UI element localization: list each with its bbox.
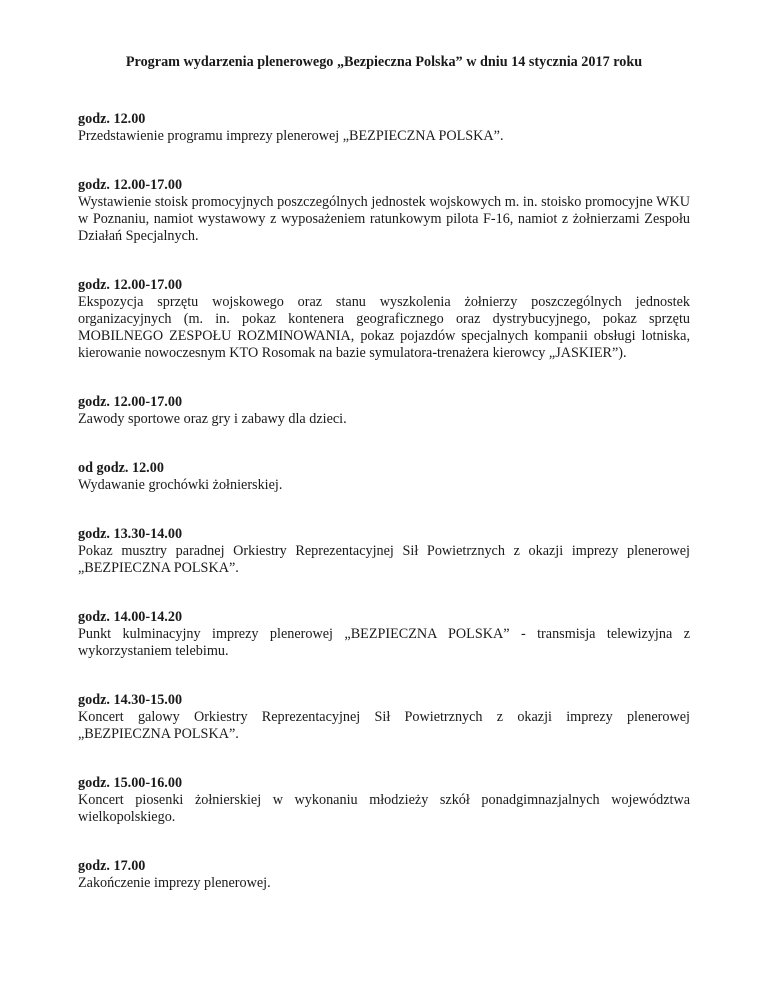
entry-time: godz. 12.00-17.00 <box>78 277 183 293</box>
entry-time: godz. 14.00-14.20 <box>78 609 183 625</box>
entry-description: Koncert galowy Orkiestry Reprezentacyjnej Sił Powietrznych z okazji imprezy plenerowej „BEZPIECZNA POLSKA”. <box>78 709 690 742</box>
entry-time: godz. 12.00-17.00 <box>78 177 183 193</box>
program-entry <box>78 609 690 660</box>
program-entry <box>78 177 690 245</box>
entry-description: Zakończenie imprezy plenerowej. <box>78 875 271 891</box>
entry-description: Przedstawienie programu imprezy plenerowej „BEZPIECZNA POLSKA”. <box>78 128 504 144</box>
entry-description: Wydawanie grochówki żołnierskiej. <box>78 477 283 493</box>
program-entry <box>78 775 690 826</box>
entry-description: Pokaz musztry paradnej Orkiestry Reprezentacyjnej Sił Powietrznych z okazji imprezy plenerowej „BEZPIECZNA POLSKA”. <box>78 543 690 576</box>
entry-description: Punkt kulminacyjny imprezy plenerowej „BEZPIECZNA POLSKA” - transmisja telewizyjna z wykorzystaniem telebimu. <box>78 626 690 659</box>
entry-time: godz. 17.00 <box>78 858 146 874</box>
entry-time: godz. 12.00-17.00 <box>78 394 183 410</box>
program-entry <box>78 277 690 362</box>
entry-time: godz. 15.00-16.00 <box>78 775 183 791</box>
entry-time: od godz. 12.00 <box>78 460 164 476</box>
entry-time: godz. 12.00 <box>78 111 146 127</box>
program-entry <box>78 394 690 428</box>
document-title: Program wydarzenia plenerowego „Bezpieczna Polska” w dniu 14 stycznia 2017 roku <box>125 54 643 70</box>
entry-description: Ekspozycja sprzętu wojskowego oraz stanu wyszkolenia żołnierzy poszczególnych jednostek organizacyjnych (m. in. pokaz kontenera geograficznego oraz dystrybucyjnego, pokaz sprzętu MOBILNEGO ZESPOŁU ROZMINOWANIA, pokaz pojazdów specjalnych kompanii obsługi lotniska, kierowanie nowoczesnym KTO Rosomak na bazie symulatora-trenażera kierowcy „JASKIER”). <box>78 294 690 361</box>
document-page <box>78 0 690 924</box>
entry-time: godz. 13.30-14.00 <box>78 526 183 542</box>
program-entry <box>78 858 690 892</box>
program-entry <box>78 111 690 145</box>
program-entry <box>78 460 690 494</box>
entry-description: Koncert piosenki żołnierskiej w wykonaniu młodzieży szkół ponadgimnazjalnych województwa wielkopolskiego. <box>78 792 690 825</box>
entry-description: Zawody sportowe oraz gry i zabawy dla dzieci. <box>78 411 347 427</box>
program-entry <box>78 526 690 577</box>
entry-description: Wystawienie stoisk promocyjnych poszczególnych jednostek wojskowych m. in. stoisko promocyjne WKU w Poznaniu, namiot wystawowy z wyposażeniem ratunkowym pilota F-16, namiot z żołnierzami Zespołu Działań Specjalnych. <box>78 194 690 244</box>
program-entry <box>78 692 690 743</box>
entry-time: godz. 14.30-15.00 <box>78 692 183 708</box>
program-list <box>78 111 690 892</box>
